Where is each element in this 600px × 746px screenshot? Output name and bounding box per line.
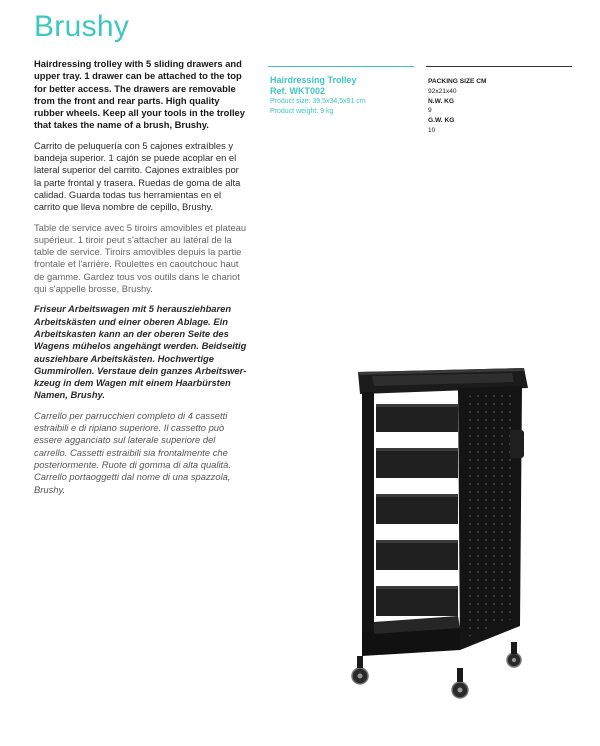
side-drawer xyxy=(510,430,524,458)
gross-weight-value: 10 xyxy=(428,126,436,134)
description-spanish: Carrito de peluquería con 5 cajones extraíbles y bandeja superior. 1 cajón se puede acoplar en el lateral superior del carrito. Cajones extraíbles por la parte frontal y trasera. Ruedas de goma de alta calidad. Guarda todas tus herramientas en el carrito que lleva nombre de cepillo, Brushy. xyxy=(34,139,241,213)
product-size: Product size: 39,5x34,5x91 cm xyxy=(270,98,366,105)
product-divider xyxy=(268,66,414,67)
drawers xyxy=(376,404,458,616)
packing-size-value: 92x21x40 xyxy=(428,87,457,95)
wheels xyxy=(352,653,521,698)
product-title: Brushy xyxy=(34,10,130,43)
description-german: Friseur Arbeitswagen mit 5 herausziehbaren Arbeitskästen und einer oberen Ablage. Ein Arbeitskasten kann an der oberen Seite des Wagens mühelos angehängt werden. Beidseitig ausziehbare Arbeitskästen. Hochwertige Gummirollen. Verstaue dein ganzes Arbeitswer-kzeug in dem Wagen mit einem Haarbürsten Namen, Brushy. xyxy=(34,303,247,401)
product-info xyxy=(270,75,420,117)
left-post xyxy=(362,392,374,650)
trolley-photo xyxy=(346,360,536,710)
packing-size-label: PACKING SIZE CM xyxy=(428,78,487,85)
net-weight-value: 9 xyxy=(428,107,432,115)
description-french: Table de service avec 5 tiroirs amovibles et plateau supérieur. 1 tiroir peut s'attacher au latéral de la table de service. Tiroirs amovibles depuis la partie frontale et l'arrière. Roulettes en caoutchouc haut de gamme. Gardez tous vos outils dans le chariot qui s'appelle brosse, Brushy. xyxy=(34,221,247,295)
gross-weight-label: G.W. KG xyxy=(428,117,455,125)
packing-info xyxy=(428,77,572,136)
net-weight-label: N.W. KG xyxy=(428,97,455,105)
description-italian: Carrello per parrucchieri completo di 4 cassetti estraibili e di ripiano superiore. Il cassetto può essere agganciato sul laterale superiore del carrello. Cassetti estraibili sia frontalmente che posteriormente. Ruote di gomma di alta qualità. Carrello portaoggetti dal nome di una spazzola, Brushy. xyxy=(34,409,231,495)
product-ref: Ref. WKT002 xyxy=(270,86,326,96)
packing-divider xyxy=(426,66,572,67)
product-name: Hairdressing Trolley xyxy=(270,75,357,85)
description-column xyxy=(34,58,248,504)
product-weight: Product weight: 9 kg xyxy=(270,108,334,115)
description-english: Hairdressing trolley with 5 sliding drawers and upper tray. 1 drawer can be attached to the top for better access. The drawers are removable from the front and rear parts. High quality rubber wheels. Keep all your tools in the trolley that takes the name of a brush, Brushy. xyxy=(34,58,245,131)
